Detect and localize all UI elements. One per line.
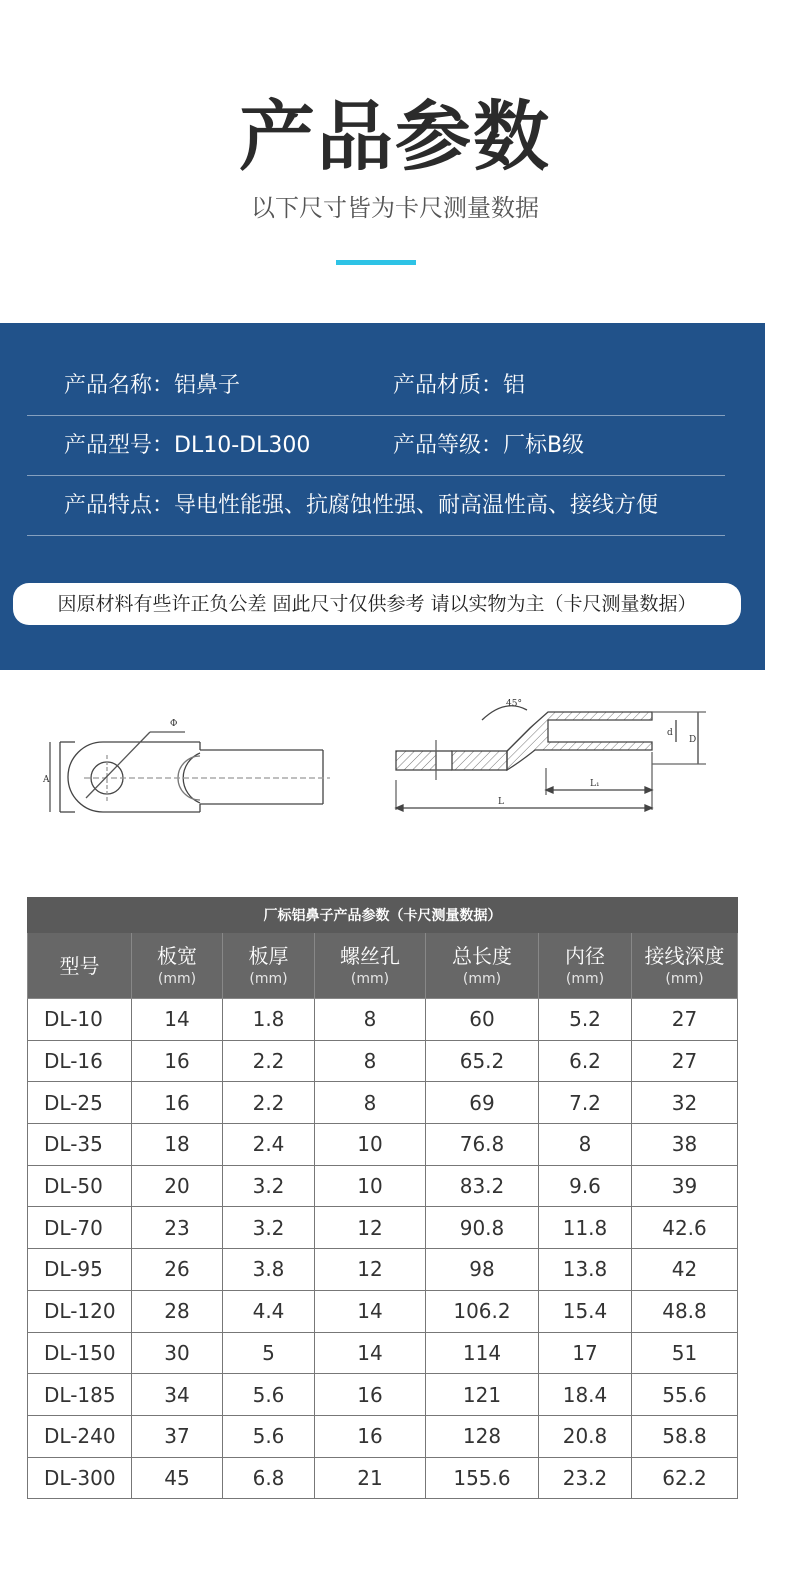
- cell-plate-thickness: 3.2: [223, 1207, 315, 1249]
- cell-plate-width: 23: [132, 1207, 223, 1249]
- table-row: [28, 1082, 738, 1124]
- cell-plate-width: 14: [132, 999, 223, 1041]
- cell-wiring-depth: 51: [632, 1332, 738, 1374]
- length-label: L: [498, 797, 504, 807]
- cell-plate-thickness: 4.4: [223, 1290, 315, 1332]
- top-view-drawing: [50, 732, 330, 812]
- cell-plate-width: 26: [132, 1249, 223, 1291]
- cell-plate-width: 16: [132, 1082, 223, 1124]
- cell-plate-width: 16: [132, 1040, 223, 1082]
- cell-total-length: 106.2: [426, 1290, 539, 1332]
- cell-screw-hole: 12: [315, 1207, 426, 1249]
- phi-label: Φ: [170, 719, 178, 729]
- column-header-total-length: 总长度 (mm): [426, 933, 539, 999]
- cell-model: DL-185: [28, 1374, 132, 1416]
- cell-screw-hole: 8: [315, 1082, 426, 1124]
- cell-plate-width: 34: [132, 1374, 223, 1416]
- table-row: [28, 999, 738, 1041]
- cell-inner-diameter: 7.2: [539, 1082, 632, 1124]
- cell-total-length: 128: [426, 1415, 539, 1457]
- table-row: [28, 1290, 738, 1332]
- page-subtitle: 以下尺寸皆为卡尺测量数据: [251, 194, 539, 222]
- product-features: 产品特点：导电性能强、抗腐蚀性强、耐高温性高、接线方便: [64, 493, 659, 518]
- cell-wiring-depth: 55.6: [632, 1374, 738, 1416]
- cell-screw-hole: 21: [315, 1457, 426, 1499]
- cell-plate-thickness: 5.6: [223, 1415, 315, 1457]
- table-row: [28, 1332, 738, 1374]
- product-model: 产品型号：DL10-DL300: [64, 433, 311, 458]
- table-header-row: [28, 933, 738, 999]
- title-underline: [336, 260, 416, 265]
- cell-total-length: 121: [426, 1374, 539, 1416]
- cell-screw-hole: 8: [315, 1040, 426, 1082]
- cell-inner-diameter: 17: [539, 1332, 632, 1374]
- cell-wiring-depth: 27: [632, 999, 738, 1041]
- cell-plate-thickness: 2.2: [223, 1082, 315, 1124]
- product-info-panel: [0, 323, 765, 670]
- table-row: [28, 1124, 738, 1166]
- inner-diameter-label: d: [667, 728, 673, 738]
- cell-inner-diameter: 6.2: [539, 1040, 632, 1082]
- cell-total-length: 60: [426, 999, 539, 1041]
- cell-wiring-depth: 39: [632, 1165, 738, 1207]
- cell-plate-thickness: 2.4: [223, 1124, 315, 1166]
- cell-total-length: 76.8: [426, 1124, 539, 1166]
- info-row-model-grade: [27, 416, 725, 476]
- cell-model: DL-10: [28, 999, 132, 1041]
- cell-inner-diameter: 11.8: [539, 1207, 632, 1249]
- cell-plate-thickness: 5: [223, 1332, 315, 1374]
- cell-total-length: 69: [426, 1082, 539, 1124]
- table-row: [28, 1457, 738, 1499]
- cell-total-length: 98: [426, 1249, 539, 1291]
- cell-inner-diameter: 20.8: [539, 1415, 632, 1457]
- cell-screw-hole: 14: [315, 1290, 426, 1332]
- cell-plate-width: 45: [132, 1457, 223, 1499]
- depth-label: L₁: [590, 779, 600, 789]
- cell-screw-hole: 8: [315, 999, 426, 1041]
- cell-inner-diameter: 15.4: [539, 1290, 632, 1332]
- cell-wiring-depth: 58.8: [632, 1415, 738, 1457]
- table-caption-row: [28, 898, 738, 933]
- cell-plate-width: 18: [132, 1124, 223, 1166]
- cell-total-length: 83.2: [426, 1165, 539, 1207]
- column-header-wiring-depth: 接线深度 (mm): [632, 933, 738, 999]
- cell-screw-hole: 16: [315, 1374, 426, 1416]
- cell-total-length: 65.2: [426, 1040, 539, 1082]
- cell-model: DL-70: [28, 1207, 132, 1249]
- cell-model: DL-16: [28, 1040, 132, 1082]
- table-row: [28, 1040, 738, 1082]
- cell-model: DL-25: [28, 1082, 132, 1124]
- cell-model: DL-35: [28, 1124, 132, 1166]
- cell-total-length: 155.6: [426, 1457, 539, 1499]
- cell-inner-diameter: 18.4: [539, 1374, 632, 1416]
- width-label: A: [43, 775, 50, 785]
- cell-wiring-depth: 38: [632, 1124, 738, 1166]
- info-row-features: [27, 476, 725, 536]
- cell-wiring-depth: 27: [632, 1040, 738, 1082]
- table-row: [28, 1249, 738, 1291]
- cell-wiring-depth: 62.2: [632, 1457, 738, 1499]
- column-header-plate-width: 板宽 (mm): [132, 933, 223, 999]
- cell-inner-diameter: 9.6: [539, 1165, 632, 1207]
- table-row: [28, 1374, 738, 1416]
- table-row: [28, 1207, 738, 1249]
- outer-diameter-label: D: [689, 735, 697, 745]
- cell-model: DL-120: [28, 1290, 132, 1332]
- cell-inner-diameter: 23.2: [539, 1457, 632, 1499]
- product-grade: 产品等级：厂标B级: [393, 433, 585, 458]
- table-caption: 厂标铝鼻子产品参数（卡尺测量数据）: [28, 898, 738, 933]
- column-header-model: 型号: [28, 933, 132, 999]
- cell-plate-width: 20: [132, 1165, 223, 1207]
- column-header-screw-hole: 螺丝孔 (mm): [315, 933, 426, 999]
- cell-total-length: 114: [426, 1332, 539, 1374]
- cell-plate-thickness: 3.2: [223, 1165, 315, 1207]
- table-row: [28, 1165, 738, 1207]
- cell-screw-hole: 16: [315, 1415, 426, 1457]
- cell-screw-hole: 14: [315, 1332, 426, 1374]
- column-header-inner-diameter: 内径 (mm): [539, 933, 632, 999]
- cell-plate-width: 28: [132, 1290, 223, 1332]
- lug-dimension-diagram: [0, 690, 790, 840]
- cell-inner-diameter: 5.2: [539, 999, 632, 1041]
- angle-label: 45°: [506, 699, 522, 709]
- cell-wiring-depth: 32: [632, 1082, 738, 1124]
- cell-plate-thickness: 2.2: [223, 1040, 315, 1082]
- cell-wiring-depth: 42.6: [632, 1207, 738, 1249]
- cell-wiring-depth: 48.8: [632, 1290, 738, 1332]
- cell-screw-hole: 12: [315, 1249, 426, 1291]
- spec-table: [27, 897, 738, 1499]
- cell-inner-diameter: 13.8: [539, 1249, 632, 1291]
- cell-screw-hole: 10: [315, 1165, 426, 1207]
- cell-plate-thickness: 6.8: [223, 1457, 315, 1499]
- table-body: [28, 999, 738, 1499]
- cell-model: DL-95: [28, 1249, 132, 1291]
- table-row: [28, 1415, 738, 1457]
- cell-model: DL-300: [28, 1457, 132, 1499]
- cell-wiring-depth: 42: [632, 1249, 738, 1291]
- cell-total-length: 90.8: [426, 1207, 539, 1249]
- cell-plate-width: 30: [132, 1332, 223, 1374]
- cell-screw-hole: 10: [315, 1124, 426, 1166]
- side-view-drawing: [396, 706, 706, 811]
- cell-plate-thickness: 1.8: [223, 999, 315, 1041]
- cell-model: DL-50: [28, 1165, 132, 1207]
- column-header-plate-thickness: 板厚 (mm): [223, 933, 315, 999]
- cell-inner-diameter: 8: [539, 1124, 632, 1166]
- product-material: 产品材质：铝: [393, 373, 526, 398]
- tolerance-note: 因原材料有些许正负公差 固此尺寸仅供参考 请以实物为主（卡尺测量数据）: [13, 583, 741, 625]
- page-title: 产品参数: [239, 92, 551, 181]
- cell-model: DL-240: [28, 1415, 132, 1457]
- info-row-name-material: [27, 356, 725, 416]
- product-name: 产品名称：铝鼻子: [64, 373, 241, 398]
- cell-plate-thickness: 3.8: [223, 1249, 315, 1291]
- cell-plate-width: 37: [132, 1415, 223, 1457]
- cell-plate-thickness: 5.6: [223, 1374, 315, 1416]
- cell-model: DL-150: [28, 1332, 132, 1374]
